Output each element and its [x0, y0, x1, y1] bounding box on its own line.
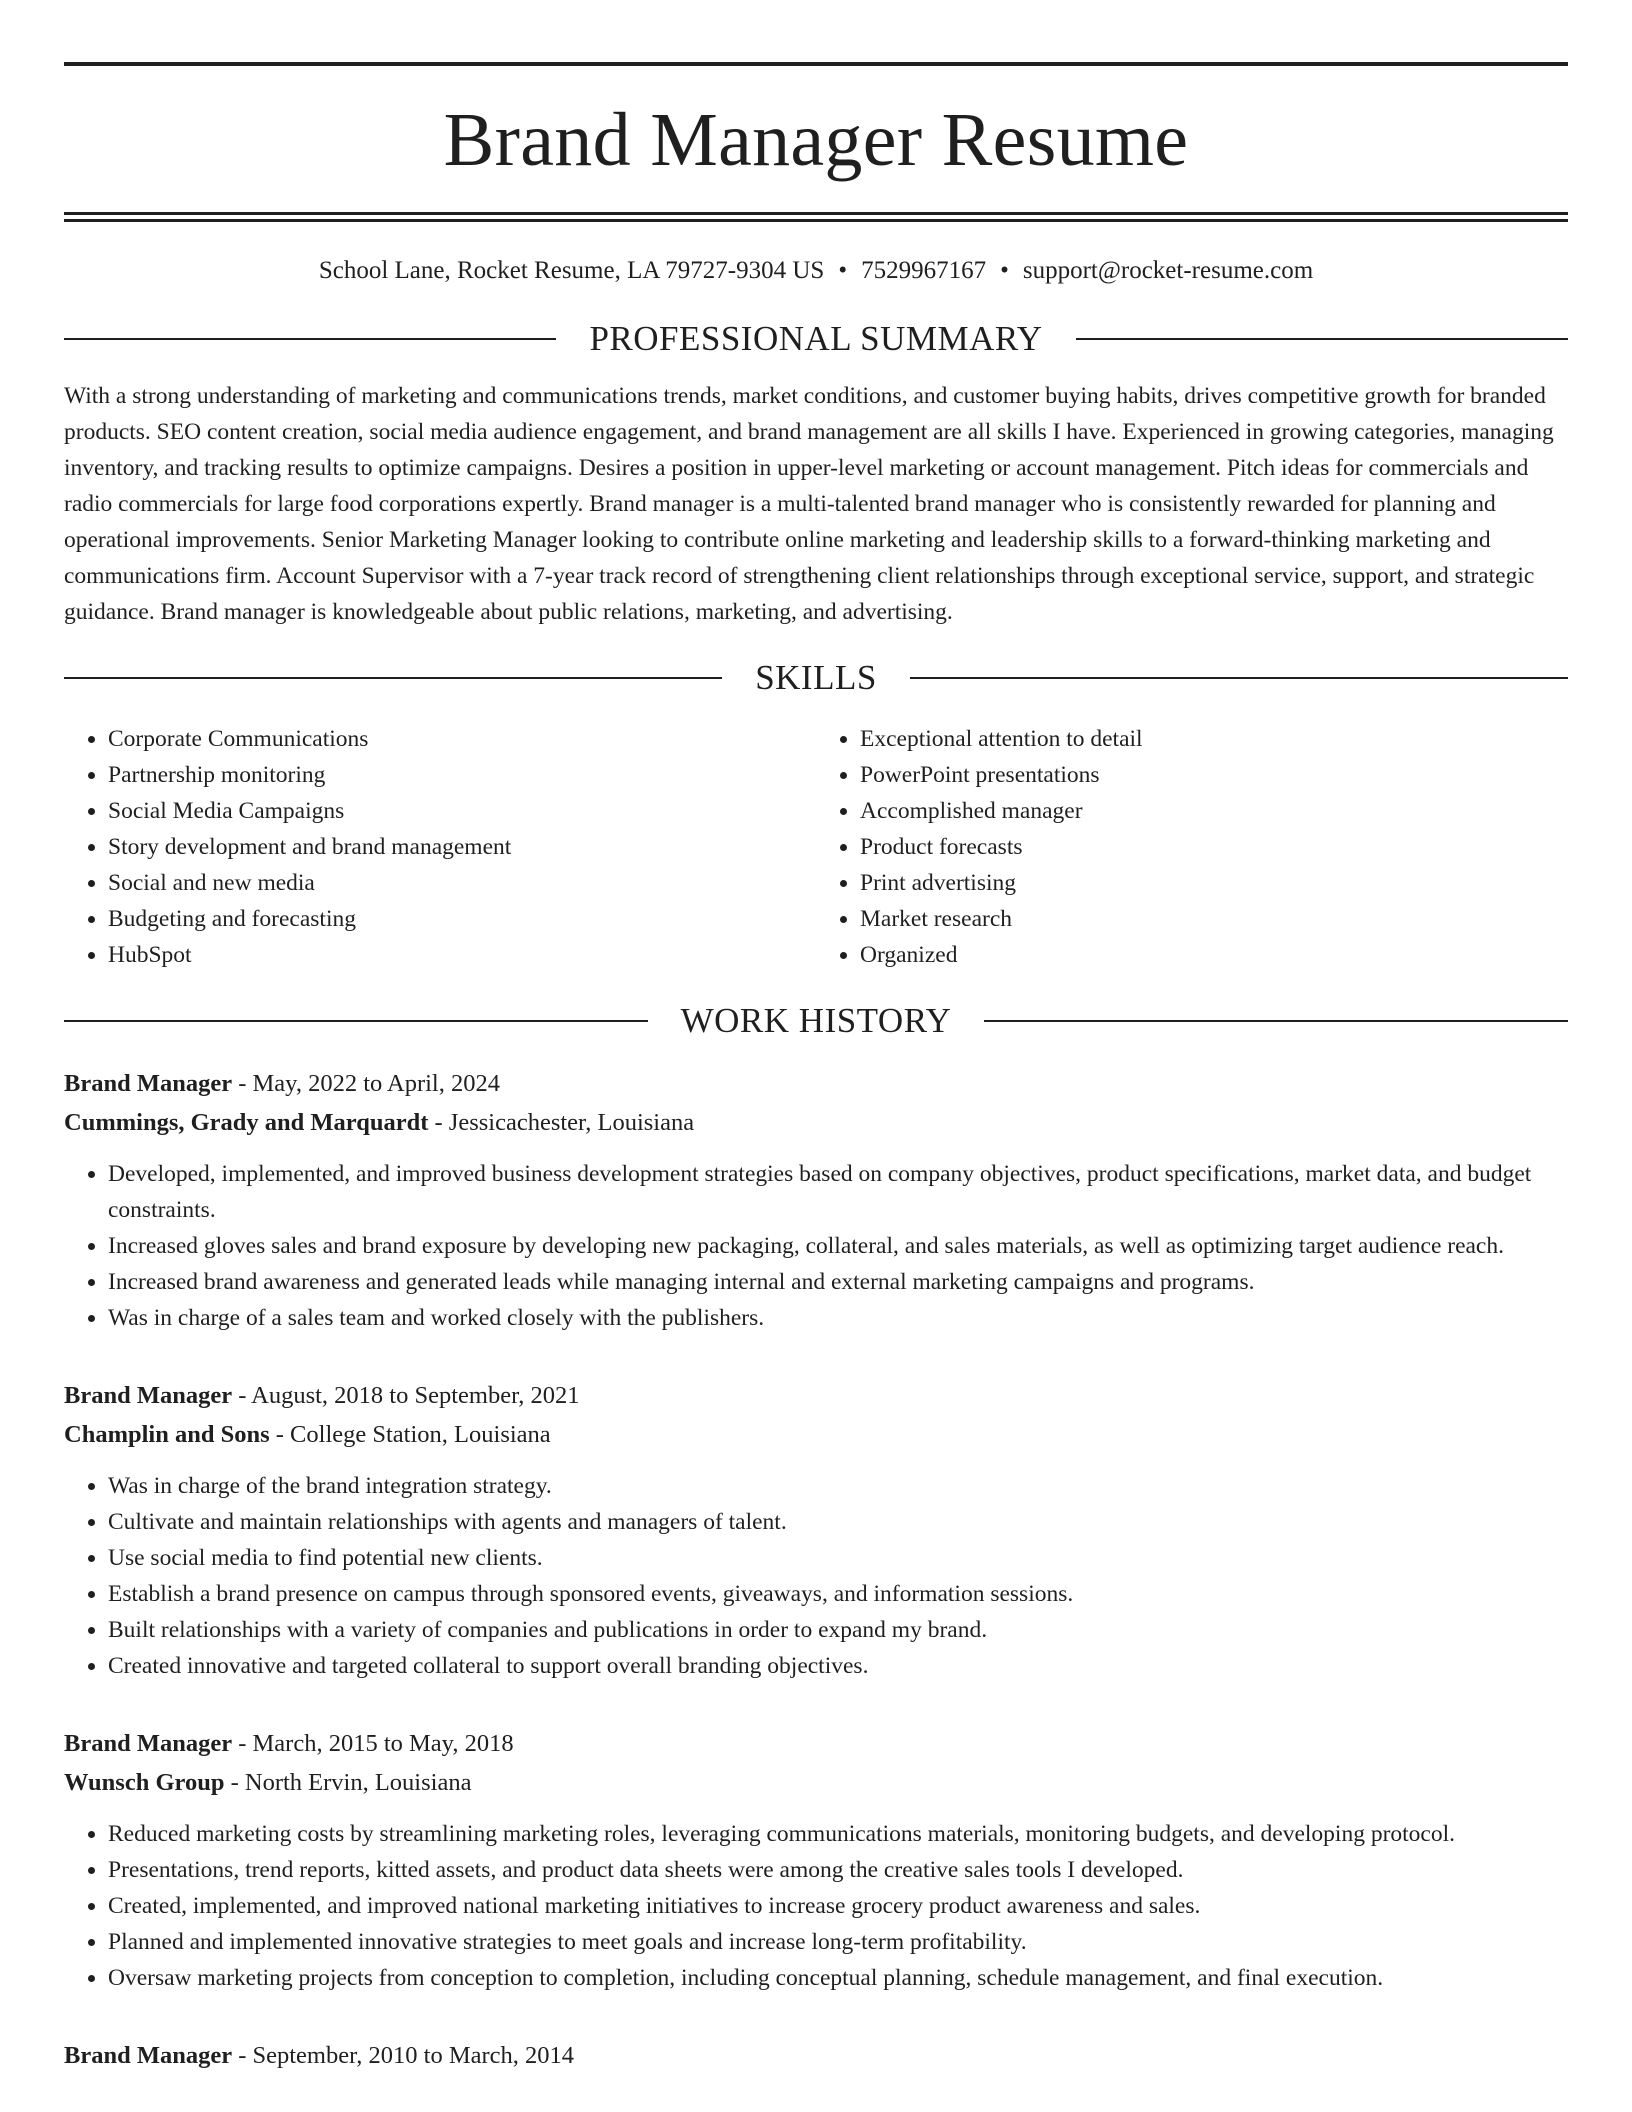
job-company: Wunsch Group — [64, 1769, 225, 1796]
top-rule — [64, 62, 1568, 66]
job-bullets — [64, 1156, 1568, 1336]
heading-rule-right — [984, 1020, 1568, 1022]
job-location: - North Ervin, Louisiana — [224, 1769, 472, 1796]
contact-separator: • — [838, 257, 848, 284]
skills-heading — [64, 660, 1568, 695]
job-bullet: • Was in charge of a sales team and worked closely with the publishers. — [108, 1300, 1568, 1336]
contact-phone: 7529967167 — [861, 257, 987, 284]
job-bullet: • Presentations, trend reports, kitted assets, and product data sheets were among the creative sales tools I developed. — [108, 1852, 1568, 1888]
job-bullet: • Establish a brand presence on campus through sponsored events, giveaways, and information sessions. — [108, 1576, 1568, 1612]
job-role-line — [64, 1064, 1568, 1103]
skill-item: • Organized — [860, 937, 1568, 973]
job-bullet: • Use social media to find potential new clients. — [108, 1540, 1568, 1576]
heading-rule-left — [64, 677, 722, 679]
job-bullet: • Increased brand awareness and generated leads while managing internal and external marketing campaigns and programs. — [108, 1264, 1568, 1300]
contact-separator: • — [1000, 257, 1009, 284]
summary-title: PROFESSIONAL SUMMARY — [589, 319, 1043, 358]
summary-heading — [64, 321, 1568, 356]
heading-rule-left — [64, 1020, 648, 1022]
skills-column-right — [816, 721, 1568, 973]
skill-item: • Social and new media — [108, 865, 816, 901]
contact-email: support@rocket-resume.com — [1022, 257, 1314, 284]
job-entry — [64, 1064, 1568, 1336]
job-company-line — [64, 1763, 1568, 1802]
contact-address: School Lane, Rocket Resume, LA 79727-9304 US — [318, 257, 825, 284]
job-entry — [64, 1376, 1568, 1684]
skills-list — [64, 721, 1568, 973]
job-company: Champlin and Sons — [64, 1421, 270, 1448]
job-entry — [64, 1724, 1568, 1996]
job-dates: - September, 2010 to March, 2014 — [232, 2042, 575, 2069]
skill-item: • HubSpot — [108, 937, 816, 973]
job-role: Brand Manager — [64, 1070, 233, 1097]
skill-item: • Corporate Communications — [108, 721, 816, 757]
job-role-line — [64, 1724, 1568, 1763]
skill-item: • Accomplished manager — [860, 793, 1568, 829]
resume-title: Brand Manager Resume — [443, 98, 1189, 182]
job-company-line — [64, 1415, 1568, 1454]
contact-line — [64, 258, 1568, 283]
work-heading — [64, 1003, 1568, 1038]
job-bullet: • Reduced marketing costs by streamlining marketing roles, leveraging communications materials, monitoring budgets, and developing protocol. — [108, 1816, 1568, 1852]
job-company: Cummings, Grady and Marquardt — [64, 1109, 429, 1136]
job-role: Brand Manager — [64, 2042, 233, 2069]
job-bullet: • Cultivate and maintain relationships with agents and managers of talent. — [108, 1504, 1568, 1540]
job-bullet: • Built relationships with a variety of companies and publications in order to expand my brand. — [108, 1612, 1568, 1648]
skill-item: • PowerPoint presentations — [860, 757, 1568, 793]
job-role: Brand Manager — [64, 1382, 233, 1409]
skill-item: • Social Media Campaigns — [108, 793, 816, 829]
job-bullet: • Created innovative and targeted collateral to support overall branding objectives. — [108, 1648, 1568, 1684]
job-dates: - March, 2015 to May, 2018 — [232, 1730, 514, 1757]
skill-item: • Product forecasts — [860, 829, 1568, 865]
title-double-rule — [64, 212, 1568, 222]
job-location: - Jessicachester, Louisiana — [428, 1109, 695, 1136]
job-bullet: • Planned and implemented innovative strategies to meet goals and increase long-term profitability. — [108, 1924, 1568, 1960]
job-bullet: • Oversaw marketing projects from conception to completion, including conceptual planning, schedule management, and final execution. — [108, 1960, 1568, 1996]
job-bullet: • Created, implemented, and improved national marketing initiatives to increase grocery product awareness and sales. — [108, 1888, 1568, 1924]
skill-item: • Market research — [860, 901, 1568, 937]
job-entry — [64, 2036, 1568, 2075]
job-location: - College Station, Louisiana — [269, 1421, 551, 1448]
heading-rule-right — [910, 677, 1568, 679]
work-title: WORK HISTORY — [680, 1001, 952, 1040]
skill-item: • Budgeting and forecasting — [108, 901, 816, 937]
skills-column-left — [64, 721, 816, 973]
job-dates: - May, 2022 to April, 2024 — [232, 1070, 500, 1097]
job-bullet: • Increased gloves sales and brand exposure by developing new packaging, collateral, and sales materials, as well as optimizing target audience reach. — [108, 1228, 1568, 1264]
job-bullets — [64, 1816, 1568, 1996]
skill-item: • Print advertising — [860, 865, 1568, 901]
skill-item: • Partnership monitoring — [108, 757, 816, 793]
heading-rule-left — [64, 338, 556, 340]
skill-item: • Exceptional attention to detail — [860, 721, 1568, 757]
skills-title: SKILLS — [755, 658, 877, 697]
job-bullets — [64, 1468, 1568, 1684]
job-bullet: • Was in charge of the brand integration strategy. — [108, 1468, 1568, 1504]
job-role-line — [64, 2036, 1568, 2075]
job-dates: - August, 2018 to September, 2021 — [232, 1382, 580, 1409]
skill-item: • Story development and brand management — [108, 829, 816, 865]
summary-text: With a strong understanding of marketing and communications trends, market conditions, and customer buying habits, drives competitive growth for branded products. SEO content creation, social media audience engagement, and brand management are all skills I have. Experienced in growing categories, managing inventory, and tracking results to optimize campaigns. Desires a position in upper-level marketing or account management. Pitch ideas for commercials and radio commercials for large food corporations expertly. Brand manager is a multi-talented brand manager who is consistently rewarded for planning and operational improvements. Senior Marketing Manager looking to contribute online marketing and leadership skills to a forward-thinking marketing and communications firm. Account Supervisor with a 7-year track record of strengthening client relationships through exceptional service, support, and strategic guidance. Brand manager is knowledgeable about public relations, marketing, and advertising. — [64, 383, 1554, 625]
job-role: Brand Manager — [64, 1730, 233, 1757]
job-bullet: • Developed, implemented, and improved business development strategies based on company objectives, product specifications, market data, and budget constraints. — [108, 1156, 1568, 1228]
heading-rule-right — [1076, 338, 1568, 340]
job-role-line — [64, 1376, 1568, 1415]
job-company-line — [64, 1103, 1568, 1142]
